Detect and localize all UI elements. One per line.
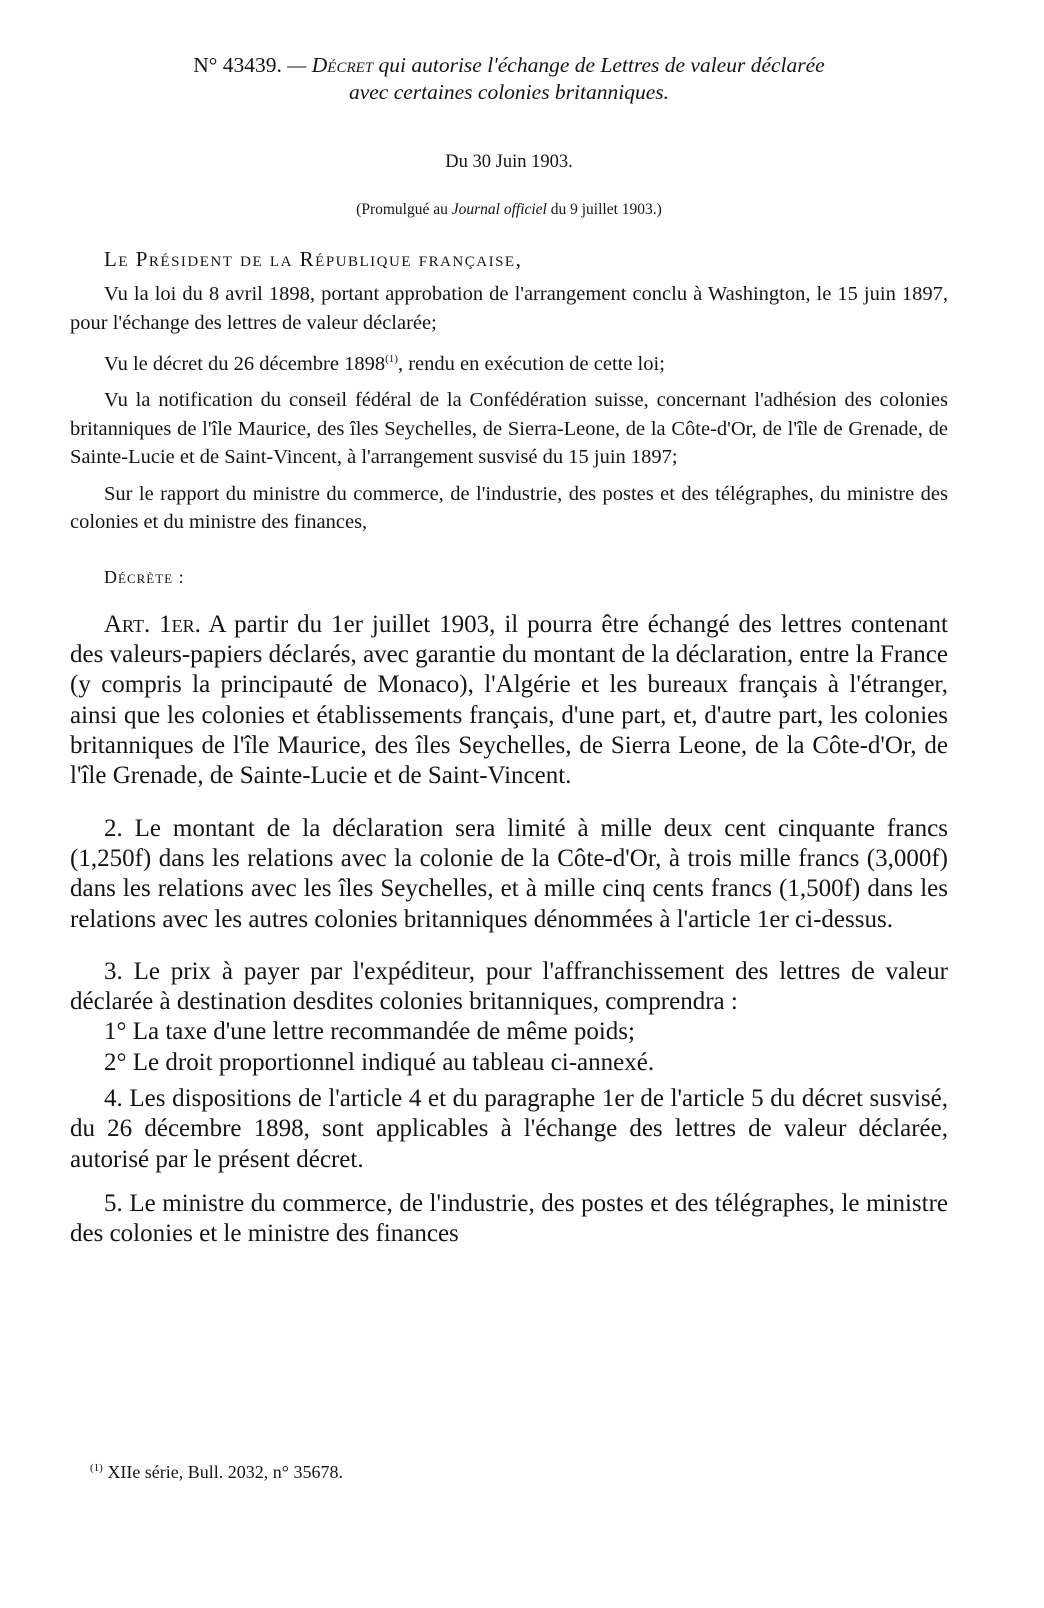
decree-heading <box>70 52 948 106</box>
promulgation-after: du 9 juillet 1903.) <box>546 201 662 218</box>
article-text: Les dispositions de l'article 4 et du paragraphe 1er de l'article 5 du décret susvisé, du 26 décembre 1898, sont applicables à l'échange des lettres de valeur déclarée, autorisé par le présent décret. <box>70 1084 948 1173</box>
article-label: 3. <box>104 957 123 985</box>
list-item: 2° Le droit proportionnel indiqué au tableau ci-annexé. <box>104 1048 655 1076</box>
footnote-ref: (1) <box>385 353 398 365</box>
decree-number: N° 43439. <box>193 53 282 77</box>
heading-dash: — <box>287 53 307 77</box>
list-item: 1° La taxe d'une lettre recommandée de même poids; <box>104 1018 635 1046</box>
article-label: 2. <box>104 814 123 842</box>
article-text: Le ministre du commerce, de l'industrie, des postes et des télégraphes, le ministre des colonies et le ministre des finances <box>70 1189 949 1248</box>
promulgation-note <box>70 201 948 219</box>
president-line: Le Président de la République française, <box>104 247 523 271</box>
journal-officiel: Journal officiel <box>451 201 547 218</box>
article-text: Le montant de la déclaration sera limité à mille deux cent cinquante francs (1,250f) dans les relations avec la colonie de la Côte-d'Or, à trois mille francs (3,000f) dans les relations avec les îles Seychelles, et à mille cinq cents francs (1,500f) dans les relations avec les autres colonies britanniques dénommées à l'article 1er ci-dessus. <box>70 814 948 933</box>
article-5 <box>70 1189 948 1250</box>
considerant: Sur le rapport du ministre du commerce, de l'industrie, des postes et des télégraphes, du ministre des colonies et du ministre des finances, <box>70 482 948 534</box>
article-label: 4. <box>104 1084 123 1112</box>
decree-title: qui autorise l'échange de Lettres de valeur déclarée <box>378 53 825 77</box>
footnote <box>90 1462 343 1483</box>
article-text: Le prix à payer par l'expéditeur, pour l'affranchissement des lettres de valeur déclarée à destination desdites colonies britanniques, comprendra : <box>70 957 948 1016</box>
article-1 <box>70 610 948 792</box>
article-label: 5. <box>104 1189 123 1217</box>
article-4 <box>70 1084 948 1175</box>
footnote-mark: (1) <box>90 1462 103 1474</box>
considerant: Vu la loi du 8 avril 1898, portant approbation de l'arrangement conclu à Washington, le 15 juin 1897, pour l'échange des lettres de valeur déclarée; <box>70 283 948 334</box>
article-3 <box>70 957 948 1018</box>
decree-title-line2: avec certaines colonies britanniques. <box>348 80 670 104</box>
article-label: Art. 1er. <box>104 610 201 638</box>
article-text: A partir du 1er juillet 1903, il pourra être échangé des lettres contenant des valeurs-papiers déclarés, avec garantie du montant de la déclaration, entre la France (y compris la principauté de Monaco), l'Algérie et les bureaux français à l'étranger, ainsi que les colonies et établissements français, d'une part, et, d'autre part, les colonies britanniques de l'île Maurice, des îles Seychelles, de Sierra Leone, de la Côte-d'Or, de l'île Grenade, de Sainte-Lucie et de Saint-Vincent. <box>70 610 948 790</box>
decrete-heading: Décrète : <box>104 566 185 587</box>
article-2 <box>70 814 948 935</box>
considerant-text: , rendu en exécution de cette loi; <box>397 352 665 375</box>
considerant: Vu la notification du conseil fédéral de la Confédération suisse, concernant l'adhésion des colonies britanniques de l'île Maurice, des îles Seychelles, de Sierra-Leone, de la Côte-d'Or, de l'île de Grenade, de Sainte-Lucie et de Saint-Vincent, à l'arrangement susvisé du 15 juin 1897; <box>70 389 948 469</box>
footnote-text: XIIe série, Bull. 2032, n° 35678. <box>107 1462 343 1482</box>
promulgation-before: (Promulgué au <box>356 201 452 218</box>
decret-word: Décret <box>311 53 374 77</box>
considerant <box>70 345 948 378</box>
considerant-text: Vu le décret du 26 décembre 1898 <box>104 352 386 375</box>
decree-date: Du 30 Juin 1903. <box>445 152 573 172</box>
